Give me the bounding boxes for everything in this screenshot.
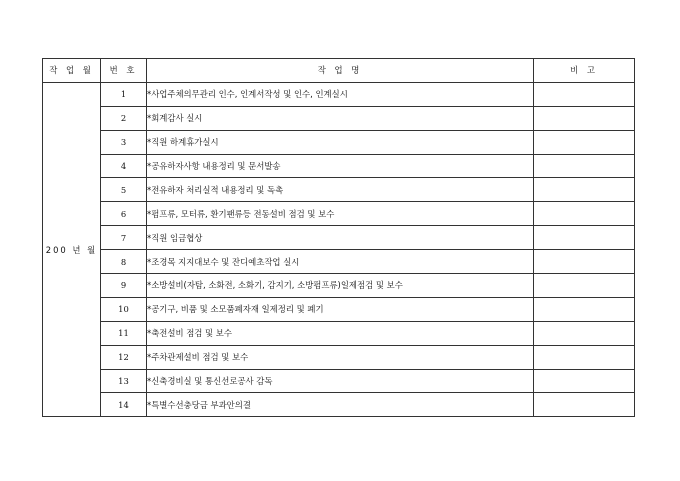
note-cell (534, 178, 635, 202)
task-name: *전유하자 처리실적 내용정리 및 독촉 (147, 178, 534, 202)
row-number: 13 (101, 369, 147, 393)
table-row (43, 297, 635, 321)
task-name: *펌프류, 모터류, 환기팬류등 전동설비 점검 및 보수 (147, 202, 534, 226)
header-task: 작 업 명 (147, 59, 534, 83)
row-number: 3 (101, 130, 147, 154)
task-name: *특별수선충당금 부과안의결 (147, 393, 534, 417)
task-name: *사업주체의무관리 인수, 인계서작성 및 인수, 인계실시 (147, 82, 534, 106)
table-row (43, 369, 635, 393)
task-name: *주차관제설비 점검 및 보수 (147, 345, 534, 369)
row-number: 8 (101, 250, 147, 274)
table-row (43, 202, 635, 226)
row-number: 6 (101, 202, 147, 226)
row-number: 12 (101, 345, 147, 369)
note-cell (534, 393, 635, 417)
table-row (43, 321, 635, 345)
work-schedule-table (42, 58, 635, 417)
row-number: 10 (101, 297, 147, 321)
task-name: *공유하자사항 내용정리 및 문서발송 (147, 154, 534, 178)
row-number: 1 (101, 82, 147, 106)
task-name: *회계감사 실시 (147, 106, 534, 130)
note-cell (534, 369, 635, 393)
table-row (43, 130, 635, 154)
note-cell (534, 345, 635, 369)
task-name: *조경목 지지대보수 및 잔디예초작업 실시 (147, 250, 534, 274)
note-cell (534, 106, 635, 130)
row-number: 5 (101, 178, 147, 202)
row-number: 9 (101, 274, 147, 298)
header-number: 번 호 (101, 59, 147, 83)
table-row (43, 393, 635, 417)
note-cell (534, 202, 635, 226)
task-name: *직원 임금협상 (147, 226, 534, 250)
header-row (43, 59, 635, 83)
table-row (43, 274, 635, 298)
task-name: *신축경비실 및 통신선로공사 감독 (147, 369, 534, 393)
note-cell (534, 226, 635, 250)
note-cell (534, 130, 635, 154)
row-number: 14 (101, 393, 147, 417)
table-row (43, 345, 635, 369)
task-name: *소방설비(자탐, 소화전, 소화기, 감지기, 소방펌프류)일제점검 및 보수 (147, 274, 534, 298)
table-row (43, 82, 635, 106)
note-cell (534, 274, 635, 298)
task-name: *축전설비 점검 및 보수 (147, 321, 534, 345)
task-name: *직원 하계휴가실시 (147, 130, 534, 154)
task-name: *공기구, 비품 및 소모품폐자재 일제정리 및 폐기 (147, 297, 534, 321)
note-cell (534, 250, 635, 274)
table-row (43, 250, 635, 274)
header-month: 작 업 월 (43, 59, 101, 83)
row-number: 7 (101, 226, 147, 250)
table-row (43, 178, 635, 202)
note-cell (534, 82, 635, 106)
table-row (43, 154, 635, 178)
header-note: 비 고 (534, 59, 635, 83)
month-cell: 200 년 월 (43, 82, 101, 416)
note-cell (534, 297, 635, 321)
note-cell (534, 154, 635, 178)
row-number: 4 (101, 154, 147, 178)
table-row (43, 106, 635, 130)
row-number: 2 (101, 106, 147, 130)
note-cell (534, 321, 635, 345)
table-body (43, 82, 635, 416)
row-number: 11 (101, 321, 147, 345)
table-row (43, 226, 635, 250)
